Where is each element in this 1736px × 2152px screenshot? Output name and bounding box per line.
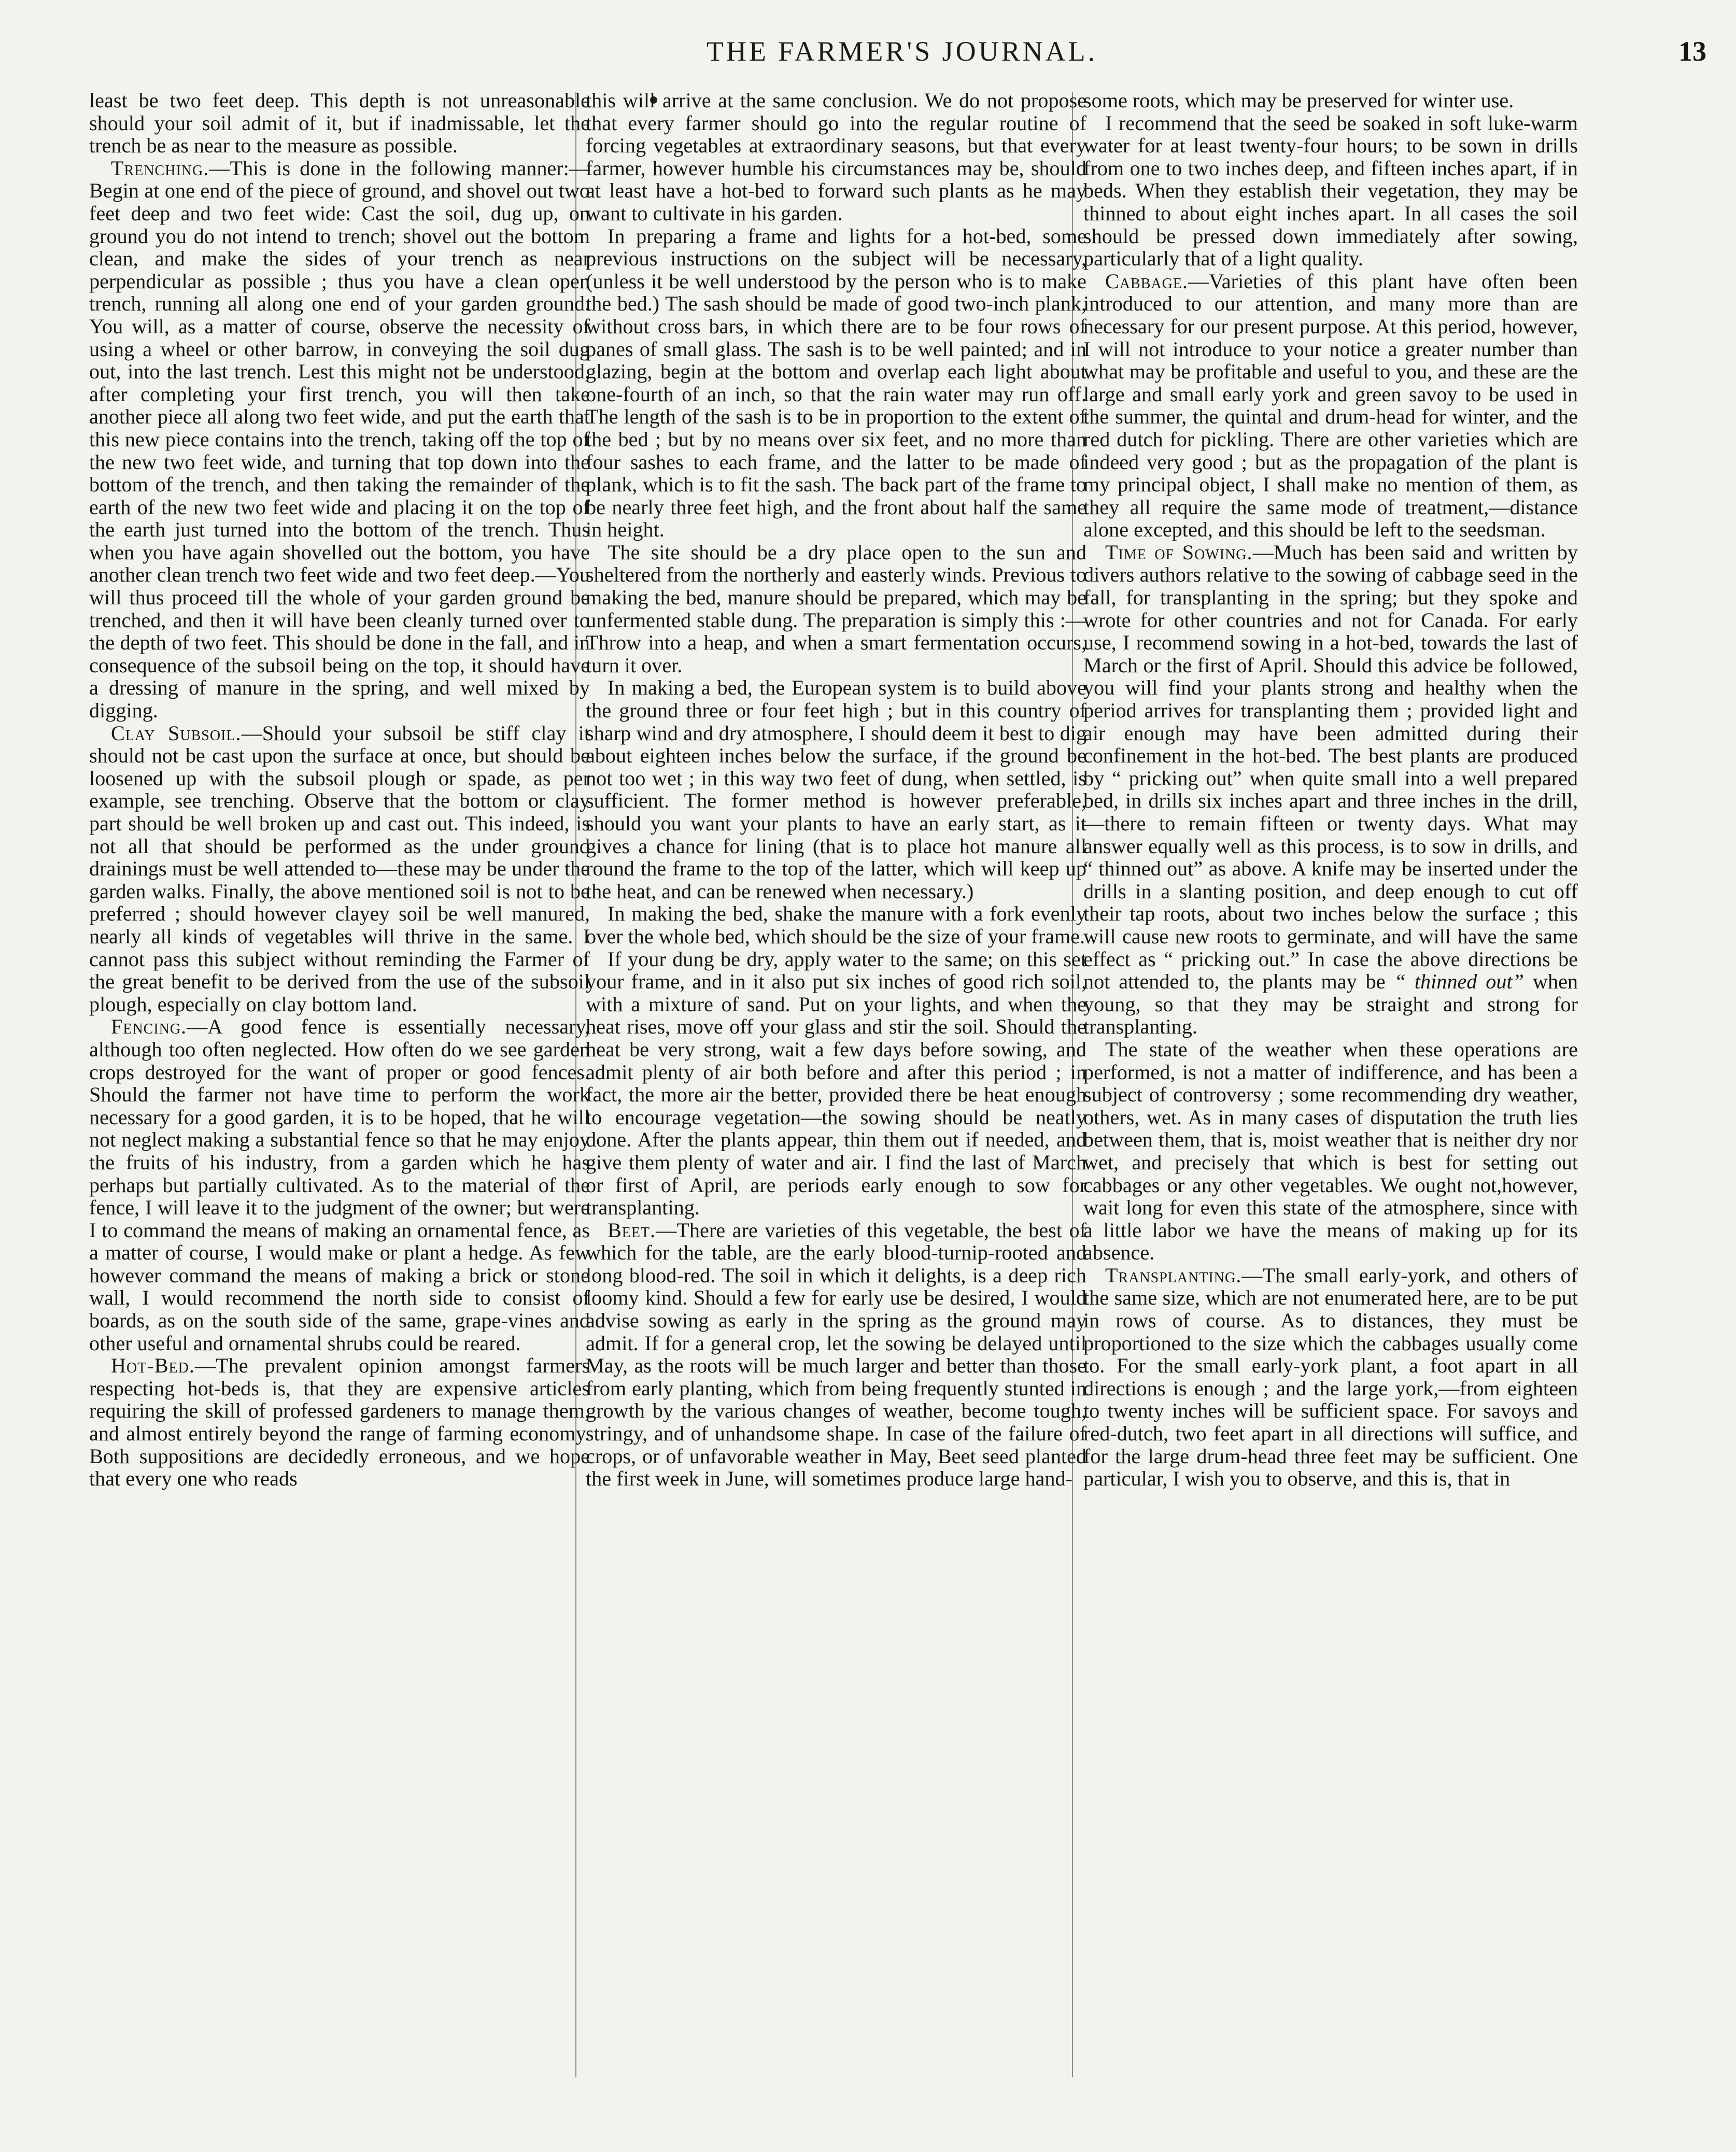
- column-right: [1083, 89, 1578, 1490]
- paragraph: this will arrive at the same conclusion. We do not propose that every farmer should go into the regular routine of forcing vegetables at extraordinary seasons, but that every farmer, however humble his circumstances may be, should at least have a hot-bed to forward such plants as he may want to cultivate in his garden.: [586, 89, 1086, 225]
- section-heading: Trenching.: [111, 156, 209, 180]
- paragraph: some roots, which may be preserved for winter use.: [1083, 89, 1514, 112]
- journal-title: THE FARMER'S JOURNAL.: [706, 36, 1098, 67]
- paragraph-text: —This is done in the following manner:—Begin at one end of the piece of ground, and shovel out two feet deep and two feet wide: Cast the soil, dug up, on ground you do not intend to trench; shovel out the bottom clean, and make the sides of your trench as near perpendicular as possible ; thus you have a clean open trench, running all along one end of your garden ground. You will, as a matter of course, observe the necessity of using a wheel or other barrow, in conveying the soil dug out, into the last trench. Lest this might not be understood, after completing your first trench, you will then take another piece all along two feet wide, and put the earth that this new piece contains into the trench, taking off the top of the new two feet wide, and turning that top down into the bottom of the trench, and then taking the remainder of the earth of the new two feet wide and placing it on the top of the earth just turned into the bottom of the trench. Thus when you have again shovelled out the bottom, you have another clean trench two feet wide and two feet deep.—You will thus proceed till the whole of your garden ground be trenched, and then it will have been cleanly turned over to the depth of two feet. This should be done in the fall, and in consequence of the subsoil being on the top, it should have a dressing of manure in the spring, and well mixed by digging.: [89, 156, 590, 723]
- paragraph-text: —There are varieties of this vegetable, the best of which for the table, are the early blood-turnip-rooted and long blood-red. The soil in which it delights, is a deep rich loomy kind. Should a few for early use be desired, I would advise sowing as early in the spring as the ground may admit. If for a general crop, let the sowing be delayed until May, as the roots will be much larger and better than those from early planting, which from being frequently stunted in growth by the various changes of weather, become tough, stringy, and of unhandsome shape. In case of the failure of crops, or of unfavorable weather in May, Beet seed planted the first week in June, will sometimes produce large hand-: [586, 1218, 1086, 1491]
- paragraph: In preparing a frame and lights for a hot-bed, some previous instructions on the subject will be necessary, (unless it be well understood by the person who is to make the bed.) The sash should be made of good two-inch plank, without cross bars, in which there are to be four rows of panes of small glass. The sash is to be well painted; and in glazing, begin at the bottom and overlap each light about one-fourth of an inch, so that the rain water may run off. The length of the sash is to be in proportion to the extent of the bed ; but by no means over six feet, and no more than four sashes to each frame, and the latter to be made of plank, which is to fit the sash. The back part of the frame to be nearly three feet high, and the front about half the same in height.: [586, 224, 1086, 542]
- paragraph: The state of the weather when these operations are performed, is not a matter of indifference, and has been a subject of controversy ; some recommending dry weather, others, wet. As in many cases of disputation the truth lies between them, that is, moist weather that is neither dry nor wet, and precisely that which is best for setting out cabbages or any other vegetables. We ought not,however, wait long for even this state of the atmosphere, since with a little labor we have the means of making up for its absence.: [1083, 1037, 1578, 1265]
- paragraph-text: —The small early-york, and others of the same size, which are not enumerated here, are to be put in rows of course. As to distances, they must be proportioned to the size which the cabbages usually come to. For the small early-york plant, a foot apart in all directions is enough ; and the large york,—from eighteen to twenty inches will be sufficient space. For savoys and red-dutch, two feet apart in all directions will suffice, and for the large drum-head three feet may be sufficient. One particular, I wish you to observe, and this is, that in: [1083, 1263, 1578, 1491]
- section-heading: Cabbage.: [1105, 269, 1188, 293]
- section-heading: Transplanting.: [1105, 1263, 1242, 1287]
- paragraph-beet: [586, 1219, 1086, 1490]
- paragraph-trenching: [89, 157, 590, 722]
- paragraph-transplanting: [1083, 1264, 1578, 1490]
- section-heading: Time of Sowing.: [1105, 540, 1253, 564]
- paragraph-hot-bed: [89, 1354, 590, 1490]
- page-header: [88, 35, 1716, 77]
- paragraph-cabbage: [1083, 270, 1578, 541]
- paragraph-text: —Should your subsoil be stiff clay it should not be cast upon the surface at once, but should be loosened up with the subsoil plough or spade, as per example, see trenching. Observe that the bottom or clay part should be well broken up and cast out. This indeed, is not all that should be performed as the under ground drainings must be well attended to—these may be under the garden walks. Finally, the above mentioned soil is not to be preferred ; should however clayey soil be well manured, nearly all kinds of vegetables will thrive in the same. I cannot pass this subject without reminding the Farmer of the great benefit to be derived from the use of the subsoil plough, especially on clay bottom land.: [89, 721, 590, 1016]
- paragraph: The site should be a dry place open to the sun and sheltered from the northerly and easterly winds. Previous to making the bed, manure should be prepared, which may be unfermented stable dung. The preparation is simply this :—Throw into a heap, and when a smart fermentation occurs, turn it over.: [586, 540, 1086, 677]
- section-heading: Hot-Bed.: [111, 1354, 195, 1378]
- italic-phrase: “ thinned out”: [1394, 970, 1525, 994]
- section-heading: Clay Subsoil.: [111, 721, 242, 745]
- paragraph-text: —A good fence is essentially necessary, although too often neglected. How often do we see garden crops destroyed for the want of proper or good fences. Should the farmer not have time to perform the work necessary for a good garden, it is to be hoped, that he will not neglect making a substantial fence so that he may enjoy the fruits of his industry, from a garden which he has perhaps but partially cultivated. As to the material of the fence, I will leave it to the judgment of the owner; but were I to command the means of making an ornamental fence, as a matter of course, I would make or plant a hedge. As few however command the means of making a brick or stone wall, I would recommend the north side to consist of boards, as on the south side of the same, grape-vines and other useful and ornamental shrubs could be reared.: [89, 1015, 590, 1355]
- paragraph-text: when young, so that they may be straight and strong for transplanting.: [1083, 970, 1578, 1039]
- paragraph: least be two feet deep. This depth is not unreasonable should your soil admit of it, but if inadmissable, let the trench be as near to the measure as possible.: [89, 89, 590, 158]
- section-heading: Beet.: [608, 1218, 656, 1242]
- section-heading: Fencing.: [111, 1015, 187, 1039]
- page-number: 13: [1678, 36, 1706, 67]
- paragraph: I recommend that the seed be soaked in soft luke-warm water for at least twenty-four hours; to be sown in drills from one to two inches deep, and fifteen inches apart, if in beds. When they establish their vegetation, they may be thinned to about eight inches apart. In all cases the soil should be pressed down immediately after sowing, particularly that of a light quality.: [1083, 111, 1578, 271]
- paragraph-text: —Varieties of this plant have often been introduced to our attention, and many more than are necessary for our present purpose. At this period, however, I will not introduce to your notice a greater number than what may be profitable and useful to you, and these are the large and small early york and green savoy to be used in the summer, the quintal and drum-head for winter, and the red dutch for pickling. There are other varieties which are indeed very good ; but as the propagation of the plant is my principal object, I shall make no mention of them, as they all require the same mode of treatment,—distance alone excepted, and this should be left to the seedsman.: [1083, 269, 1578, 542]
- paragraph: If your dung be dry, apply water to the same; on this set your frame, and in it also put six inches of good rich soil, with a mixture of sand. Put on your lights, and when the heat rises, move off your glass and stir the soil. Should the heat be very strong, wait a few days before sowing, and admit plenty of air both before and after this period ; in fact, the more air the better, provided there be heat enough to encourage vegetation—the sowing should be neatly done. After the plants appear, thin them out if needed, and give them plenty of water and air. I find the last of March or first of April, are periods early enough to sow for transplanting.: [586, 947, 1086, 1220]
- paragraph-text: —The prevalent opinion amongst farmers respecting hot-beds is, that they are expensive articles requiring the skill of professed gardeners to manage them, and almost entirely beyond the range of farming economy. Both suppositions are decidedly erroneous, and we hope that every one who reads: [89, 1354, 590, 1491]
- column-middle: [586, 89, 1086, 1490]
- paragraph-clay-subsoil: [89, 722, 590, 1016]
- paragraph-fencing: [89, 1015, 590, 1354]
- paragraph-text: —Much has been said and written by divers authors relative to the sowing of cabbage seed in the fall, for transplanting in the spring; but they spoke and wrote for other countries and not for Canada. For early use, I recommend sowing in a hot-bed, towards the last of March or the first of April. Should this advice be followed, you will find your plants strong and healthy when the period arrives for transplanting them ; provided light and air enough may have been admitted during their confinement in the hot-bed. The best plants are produced by “ pricking out” when quite small into a well prepared bed, in drills six inches apart and three inches in the drill,—there to remain fifteen or twenty days. What may answer equally well as this process, is to sow in drills, and “ thinned out” as above. A knife may be inserted under the drills in a slanting position, and deep enough to cut off their tap roots, about two inches below the surface ; this will cause new roots to germinate, and will have the same effect as “ pricking out.” In case the above directions be not attended to, the plants may be: [1083, 540, 1578, 994]
- column-left: [89, 89, 590, 1490]
- paragraph: In making a bed, the European system is to build above the ground three or four feet high ; but in this country of sharp wind and dry atmosphere, I should deem it best to dig about eighteen inches below the surface, if the ground be not too wet ; in this way two feet of dung, when settled, is sufficient. The former method is however preferable, should you want your plants to have an early start, as it gives a chance for lining (that is to place hot manure all round the frame to the top of the latter, which will keep up the heat, and can be renewed when necessary.): [586, 676, 1086, 903]
- paragraph-time-of-sowing: [1083, 541, 1578, 1038]
- paragraph: In making the bed, shake the manure with a fork evenly over the whole bed, which should be the size of your frame.: [586, 902, 1086, 948]
